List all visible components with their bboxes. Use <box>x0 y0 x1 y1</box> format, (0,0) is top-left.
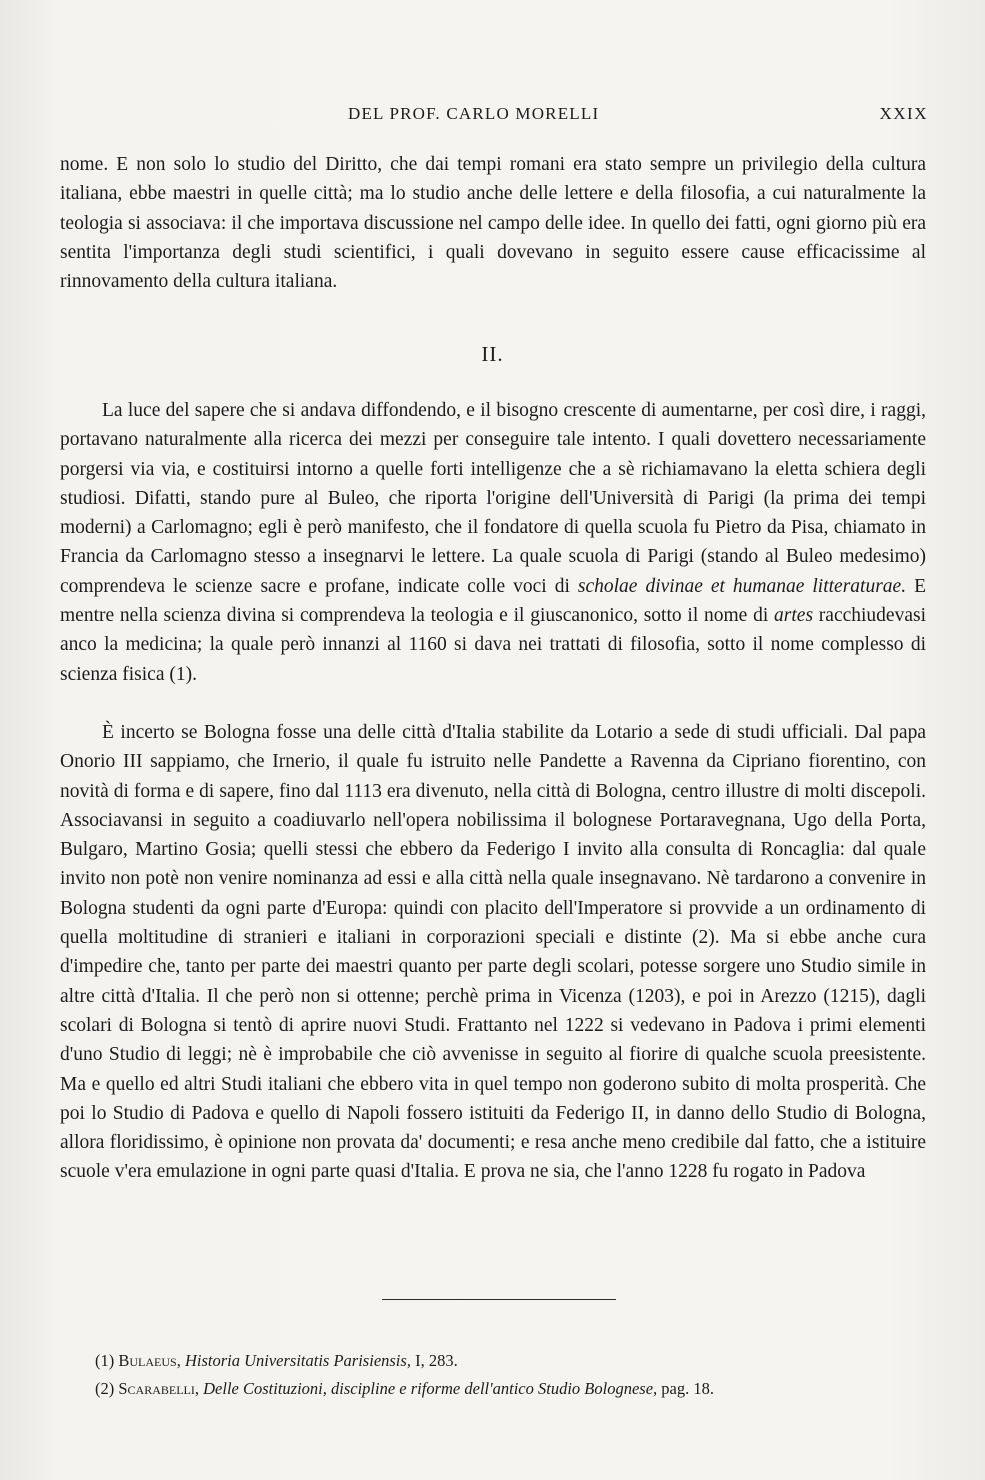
footnote-marker: (2) <box>95 1379 115 1398</box>
paragraph-block-2 <box>60 396 926 689</box>
running-title: DEL PROF. CARLO MORELLI <box>348 104 600 123</box>
footnote-reference: pag. 18. <box>661 1379 714 1398</box>
paragraph-block-1 <box>60 150 926 296</box>
paragraph-2-latin-phrase: scholae divinae et humanae litteraturae. <box>577 575 907 597</box>
paragraph-block-3 <box>60 718 926 1187</box>
footnote-title: Delle Costituzioni, discipline e riforme dell'antico Studio Bolognese, <box>203 1379 658 1398</box>
footnote-author: Bulaeus, <box>118 1351 181 1370</box>
running-head <box>60 104 928 134</box>
paragraph-2-artes: artes <box>774 605 814 627</box>
footnote-title: Historia Universitatis Parisiensis, <box>184 1351 411 1370</box>
footnote-1 <box>95 1347 895 1375</box>
paragraph-1: nome. E non solo lo studio del Diritto, che dai tempi romani era stato sempre un privilegio della cultura italiana, ebbe maestri in quelle città; ma lo studio anche delle lettere e della filosofia, a cui naturalmente la teologia si associava: il che importava discussione nel campo delle idee. In quello dei fatti, ogni giorno più era sentita l'importanza degli studi scientifici, i quali dovevano in seguito essere cause efficacissime al rinnovamento della cultura italiana. <box>60 154 926 293</box>
footnote-2 <box>95 1375 895 1403</box>
footnote-author: Scarabelli, <box>118 1379 200 1398</box>
footnotes <box>95 1347 895 1403</box>
paragraph-2-part-b: E mentre nella scienza divina si comprendeva la teologia e il giuscanonico, sotto il nome di <box>60 575 927 627</box>
footnote-marker: (1) <box>95 1351 115 1370</box>
footnote-separator <box>382 1299 616 1300</box>
page-number: XXIX <box>879 104 928 123</box>
footnote-reference: I, 283. <box>415 1351 458 1370</box>
paragraph-3: È incerto se Bologna fosse una delle città d'Italia stabilite da Lotario a sede di studi ufficiali. Dal papa Onorio III sappiamo, che Irnerio, il quale fu istruito nelle Pandette a Ravenna da Cipriano fiorentino, con novità di forma e di sapere, fino dal 1113 era divenuto, nella città di Bologna, centro illustre di molti discepoli. Associavansi in seguito a coadiuvarlo nell'opera nobilissima il bolognese Portaravegnana, Ugo della Porta, Bulgaro, Martino Gosia; quelli stessi che ebbero da Federigo I invito alla consulta di Roncaglia: dal quale invito non potè non venire nominanza ad essi e alla città nella quale insegnavano. Nè tardarono a convenire in Bologna studenti da ogni parte d'Europa: quindi con placito dell'Imperatore si provvide a un ordinamento di quella moltitudine di stranieri e italiani in corporazioni speciali e distinte (2). Ma si ebbe anche cura d'impedire che, tanto per parte dei maestri quanto per parte degli scolari, potesse sorgere uno Studio simile in altre città d'Italia. Il che però non si ottenne; perchè prima in Vicenza (1203), e poi in Arezzo (1215), dagli scolari di Bologna si tentò di aprire nuovi Studi. Frattanto nel 1222 si vedevano in Padova i primi elementi d'uno Studio di leggi; nè è improbabile che ciò avvenisse in seguito al fiorire di qualche scuola preesistente. Ma e quello ed altri Studi italiani che ebbero vita in quel tempo non goderono subito di molta prosperità. Che poi lo Studio di Padova e quello di Napoli fossero istituiti da Federigo II, in danno dello Studio di Bologna, allora floridissimo, è opinione non provata da' documenti; e resa anche meno credibile dal fatto, che a istituire scuole v'era emulazione in ogni parte quasi d'Italia. E prova ne sia, che l'anno 1228 fu rogato in Padova <box>60 722 926 1183</box>
paragraph-2 <box>60 396 926 689</box>
paragraph-2-part-c: racchiudevasi anco la medicina; la quale però innanzi al 1160 si dava nei trattati di filosofia, sotto il nome complesso di scienza fisica (1). <box>60 605 926 685</box>
paragraph-2-part-a: La luce del sapere che si andava diffondendo, e il bisogno crescente di aumentarne, per così dire, i raggi, portavano naturalmente alla ricerca dei mezzi per conseguire tale intento. I quali dovettero necessariamente porgersi via via, e costituirsi intorno a quelle forti intelligenze che a sè richiamavano la eletta schiera degli studiosi. Difatti, stando pure al Buleo, che riporta l'origine dell'Università di Parigi (la prima dei tempi moderni) a Carlomagno; egli è però manifesto, che il fondatore di quella scuola fu Pietro da Pisa, chiamato in Francia da Carlomagno stesso a insegnarvi le lettere. La quale scuola di Parigi (stando al Buleo medesimo) comprendeva le scienze sacre e profane, indicate colle voci di <box>60 400 926 597</box>
section-title: II. <box>481 342 504 366</box>
